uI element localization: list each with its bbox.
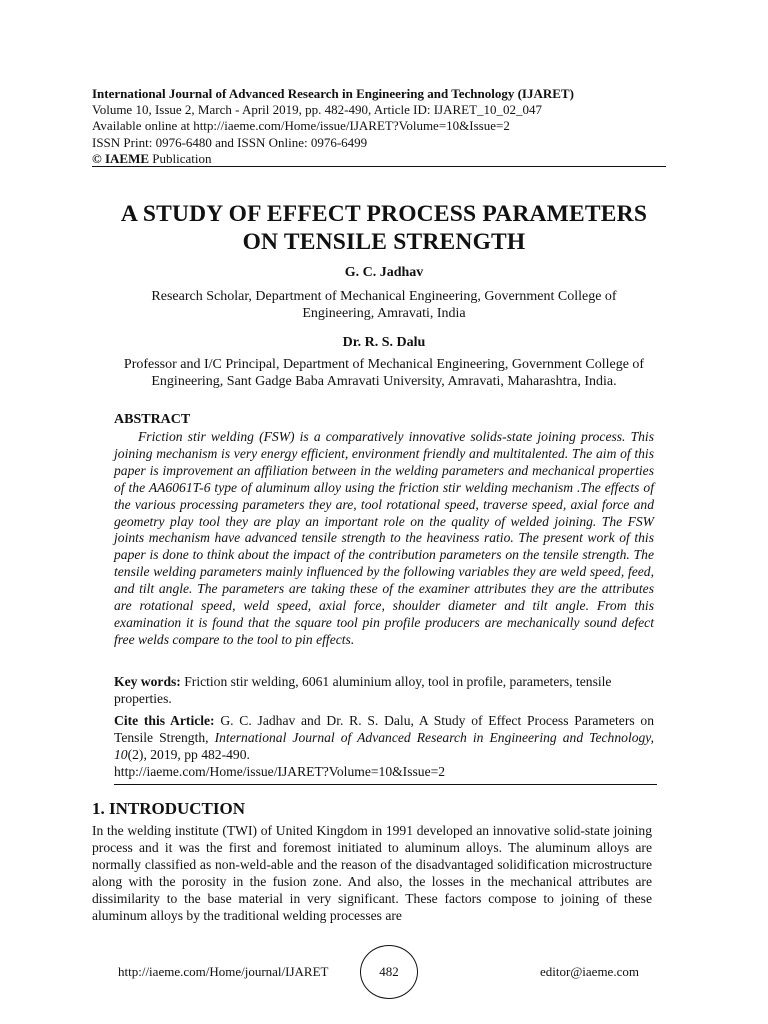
title-line-1: A STUDY OF EFFECT PROCESS PARAMETERS xyxy=(120,201,648,227)
copyright-brand: © IAEME xyxy=(92,150,150,166)
header-divider xyxy=(92,166,666,167)
copyright-rest: Publication xyxy=(149,150,212,166)
page-number-badge xyxy=(360,945,418,999)
paper-title xyxy=(40,200,728,256)
title-line-2: ON TENSILE STRENGTH xyxy=(242,229,526,255)
author-2-affiliation-line-1: Professor and I/C Principal, Department of Mechanical Engineering, Government College of xyxy=(123,357,645,372)
keywords-label: Key words: xyxy=(114,674,181,689)
cite-label: Cite this Article: xyxy=(114,713,215,728)
author-2-name: Dr. R. S. Dalu xyxy=(342,335,426,350)
journal-name: International Journal of Advanced Research in Engineering and Technology (IJARET) xyxy=(92,86,574,101)
cite-text-1: G. C. Jadhav and Dr. R. S. Dalu, A Study of Effect Process Parameters on Tensile Strength, xyxy=(114,713,654,745)
author-1-affiliation xyxy=(100,289,668,322)
author-1-affiliation-line-1: Research Scholar, Department of Mechanical Engineering, Government College of xyxy=(151,289,617,304)
cite-journal: International Journal of Advanced Research in Engineering and Technology, 10 xyxy=(114,729,654,762)
abstract-section xyxy=(114,412,654,649)
introduction-heading: 1. INTRODUCTION xyxy=(92,799,246,818)
issn-info: ISSN Print: 0976-6480 and ISSN Online: 0976-6499 xyxy=(92,134,368,150)
footer-email[interactable]: editor@iaeme.com xyxy=(540,964,639,979)
keywords-text: Friction stir welding, 6061 aluminium alloy, tool in profile, parameters, tensile properties. xyxy=(114,674,612,706)
citation-divider xyxy=(114,784,657,785)
abstract-body: Friction stir welding (FSW) is a comparatively innovative solids-state joining process. This joining mechanism is very energy efficient, environment friendly and multitalented. The aim of this paper is improvement an affiliation between in the welding parameters and mechanical properties of the AA6061T-6 type of aluminum alloy using the friction stir welding mechanism .The effects of the various processing parameters they are, tool rotational speed, traverse speed, axial force and geometry play tool they are play an important role on the quality of welded joining. The FSW joints mechanism have advanced tensile strength to the heaviness ratio. The present work of this paper is done to think about the impact of the contribution parameters on the tensile strength. The tensile welding parameters mainly influenced by the following variables they are weld speed, feed, and tilt angle. The parameters are taking these of the examiner attributes they are the attributes are rotational speed, weld speed, axial force, shoulder diameter and tilt angle. From this examination it is found that the square tool pin profile producers are mechanically sound defect free welds compare to the tool to pin effects. xyxy=(114,429,654,647)
author-2-affiliation xyxy=(60,357,708,390)
copyright-line xyxy=(92,151,660,167)
keywords xyxy=(114,674,654,708)
abstract-heading: ABSTRACT xyxy=(114,412,191,427)
footer-url[interactable]: http://iaeme.com/Home/journal/IJARET xyxy=(118,964,329,979)
author-2-affiliation-line-2: Engineering, Sant Gadge Baba Amravati University, Amravati, Maharashtra, India. xyxy=(151,373,617,389)
journal-header xyxy=(92,86,660,167)
page-number: 482 xyxy=(379,964,399,979)
cite-text-2: (2), 2019, pp 482-490. xyxy=(127,746,250,762)
citation xyxy=(114,713,654,781)
availability-info: Available online at http://iaeme.com/Home/issue/IJARET?Volume=10&Issue=2 xyxy=(92,118,510,134)
introduction-body: In the welding institute (TWI) of United Kingdom in 1991 developed an innovative solid-state joining process and it was the first and foremost initiated to aluminum alloys. The aluminum alloys are normally classified as non-weld-able and the reason of the disadvantaged solidification microstructure along with the porosity in the fusion zone. And also, the losses in the mechanical attributes are dissimilarity to the base material in very significant. These factors compose to joining of these aluminum alloys by the traditional welding processes are xyxy=(92,823,652,923)
author-1-name: G. C. Jadhav xyxy=(344,265,424,280)
cite-url[interactable]: http://iaeme.com/Home/issue/IJARET?Volume=10&Issue=2 xyxy=(114,763,446,779)
author-1-affiliation-line-2: Engineering, Amravati, India xyxy=(302,305,466,321)
volume-info: Volume 10, Issue 2, March - April 2019, pp. 482-490, Article ID: IJARET_10_02_047 xyxy=(92,102,543,118)
